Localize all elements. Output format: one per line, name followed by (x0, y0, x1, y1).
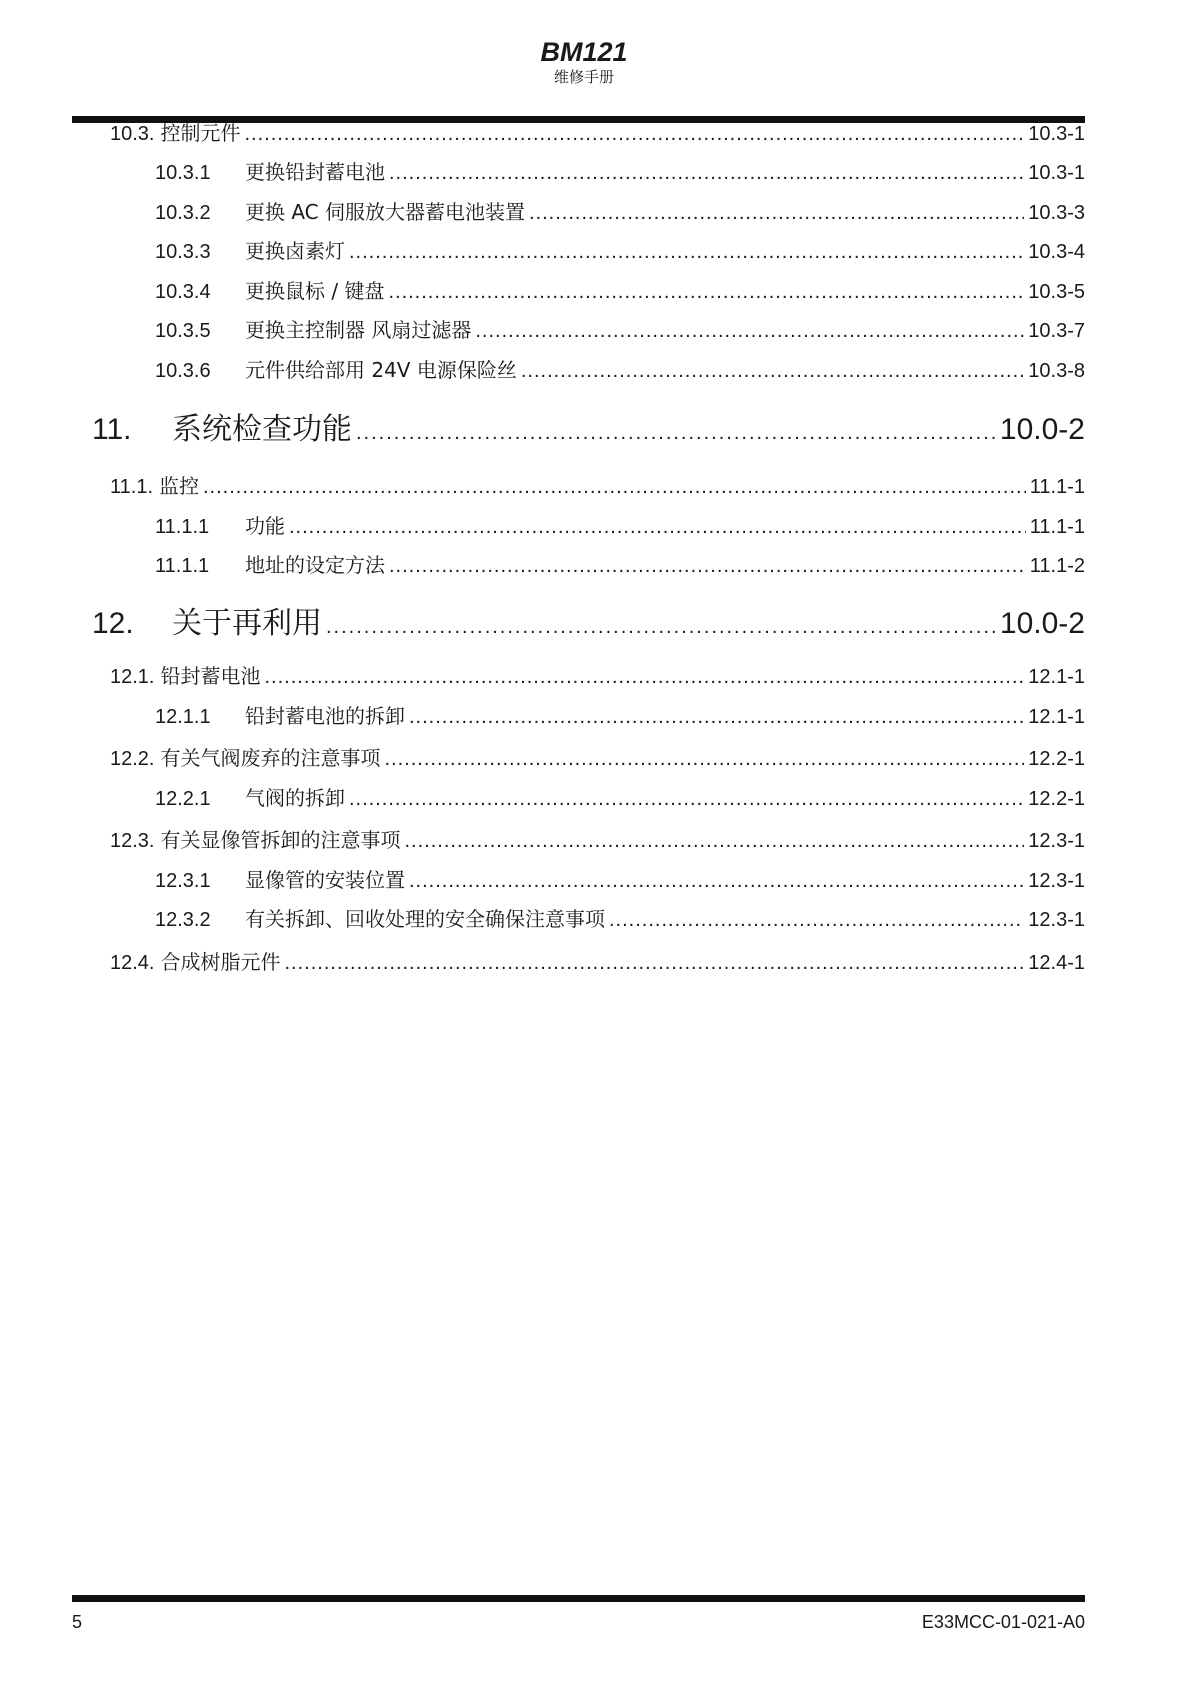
toc-chapter-title: 系统检查功能 (172, 412, 352, 447)
dot-leader (521, 360, 1024, 383)
toc-entry-page: 12.3-1 (1028, 830, 1085, 852)
toc-chapter-page: 10.0-2 (999, 413, 1085, 446)
toc-entry-page: 11.1-2 (1029, 555, 1085, 577)
toc-entry-number: 10.3.6 (155, 360, 211, 382)
toc-entry-number: 10.3.1 (155, 162, 211, 184)
toc-entry-title: 控制元件 (160, 121, 241, 145)
dot-leader (284, 952, 1024, 975)
dot-leader (264, 666, 1024, 689)
toc-entry-number: 12.2. (110, 748, 155, 770)
dot-leader (388, 281, 1024, 304)
toc-entry-title: 合成树脂元件 (160, 950, 281, 974)
toc-entry-title: 有关拆卸、回收处理的安全确保注意事项 (245, 907, 605, 931)
toc-chapter (92, 404, 1085, 447)
toc-entry-title: 更换卤素灯 (245, 239, 345, 263)
document-title: BM121 (540, 37, 628, 67)
toc-entry (155, 275, 1085, 303)
toc-entry-number: 11.1.1 (155, 516, 210, 538)
page-header (0, 36, 1190, 86)
dot-leader (475, 320, 1024, 343)
toc-entry (110, 742, 1085, 770)
toc-entry (110, 470, 1085, 498)
toc-entry-number: 12.3. (110, 830, 155, 852)
toc-entry (110, 660, 1085, 688)
toc-entry-page: 11.1-1 (1029, 476, 1085, 498)
toc-entry-title: 气阀的拆卸 (245, 786, 345, 810)
dot-leader (409, 706, 1024, 729)
dot-leader (349, 241, 1024, 264)
page-number: 5 (72, 1612, 83, 1632)
toc-entry-title: 地址的设定方法 (245, 553, 385, 577)
toc-entry (110, 117, 1085, 145)
toc-entry (155, 510, 1085, 538)
dot-leader (349, 788, 1024, 811)
toc-entry-title: 铅封蓄电池的拆卸 (245, 704, 405, 728)
toc-entry-number: 12.3.2 (155, 909, 211, 931)
toc-chapter-number: 11. (92, 413, 132, 446)
toc-entry-page: 10.3-1 (1028, 123, 1085, 145)
toc-entry-page: 12.4-1 (1028, 952, 1085, 974)
toc-entry-page: 10.3-1 (1028, 162, 1085, 184)
dot-leader (289, 516, 1026, 539)
toc-entry-page: 12.2-1 (1028, 748, 1085, 770)
toc-entry-title: 有关显像管拆卸的注意事项 (160, 828, 401, 852)
toc-entry (110, 946, 1085, 974)
toc-entry-title: 铅封蓄电池 (160, 664, 261, 688)
toc-entry-number: 12.1. (110, 666, 155, 688)
dot-leader (409, 870, 1024, 893)
toc-entry-number: 11.1.1 (155, 555, 210, 577)
document-subtitle: 维修手册 (553, 68, 614, 86)
toc-entry (155, 782, 1085, 810)
toc-entry (155, 156, 1085, 184)
toc-chapter-title: 关于再利用 (172, 606, 322, 641)
toc-entry-title: 功能 (245, 514, 285, 538)
toc-entry-number: 12.3.1 (155, 870, 211, 892)
dot-leader (529, 202, 1024, 225)
toc-entry-page: 12.1-1 (1028, 666, 1085, 688)
toc-entry-page: 10.3-8 (1028, 360, 1085, 382)
toc-entry-page: 12.3-1 (1028, 870, 1085, 892)
dot-leader (404, 830, 1024, 853)
toc-entry (155, 700, 1085, 728)
toc-entry (110, 824, 1085, 852)
toc-entry-page: 12.2-1 (1028, 788, 1085, 810)
dot-leader (609, 909, 1024, 932)
dot-leader (389, 162, 1024, 185)
toc-entry-number: 10.3.4 (155, 281, 211, 303)
toc-entry-page: 12.1-1 (1028, 706, 1085, 728)
toc-entry-number: 10.3.5 (155, 320, 211, 342)
toc-entry (155, 903, 1085, 931)
document-code: E33MCC-01-021-A0 (921, 1612, 1085, 1632)
toc-entry-number: 10.3.2 (155, 202, 211, 224)
toc-chapter-number: 12. (92, 607, 134, 640)
toc-entry-page: 11.1-1 (1029, 516, 1085, 538)
toc-entry-title: 更换鼠标 / 键盘 (245, 279, 385, 303)
toc-entry-title: 显像管的安装位置 (245, 868, 405, 892)
toc-entry-page: 10.3-4 (1028, 241, 1085, 263)
toc-entry-title: 更换铅封蓄电池 (245, 160, 385, 184)
dot-leader (326, 616, 996, 639)
toc-entry-page: 10.3-3 (1028, 202, 1085, 224)
toc-entry (155, 196, 1085, 224)
toc-entry-number: 12.4. (110, 952, 155, 974)
toc-chapter-page: 10.0-2 (999, 607, 1085, 640)
toc-entry-title: 有关气阀废弃的注意事项 (160, 746, 381, 770)
dot-leader (389, 555, 1026, 578)
toc-entry-number: 12.2.1 (155, 788, 211, 810)
toc-entry-title: 更换主控制器 风扇过滤器 (245, 318, 472, 342)
toc-entry-title: 元件供给部用 24V 电源保险丝 (245, 358, 517, 382)
toc-entry-number: 10.3. (110, 123, 155, 145)
toc-entry-number: 10.3.3 (155, 241, 211, 263)
toc-entry (155, 314, 1085, 342)
toc-entry-number: 12.1.1 (155, 706, 211, 728)
toc-entry-page: 10.3-5 (1028, 281, 1085, 303)
toc-entry-page: 10.3-7 (1028, 320, 1085, 342)
toc-entry (155, 354, 1085, 382)
toc-entry-title: 更换 AC 伺服放大器蓄电池装置 (245, 200, 526, 224)
dot-leader (203, 476, 1026, 499)
toc-entry-page: 12.3-1 (1028, 909, 1085, 931)
toc-entry (155, 864, 1085, 892)
toc-entry-title: 监控 (159, 474, 199, 498)
dot-leader (384, 748, 1024, 771)
footer-rule (72, 1595, 1085, 1602)
toc-entry-number: 11.1. (110, 476, 153, 498)
toc-entry (155, 549, 1085, 577)
toc-chapter (92, 598, 1085, 641)
dot-leader (244, 123, 1024, 146)
dot-leader (356, 422, 996, 445)
toc-entry (155, 235, 1085, 263)
